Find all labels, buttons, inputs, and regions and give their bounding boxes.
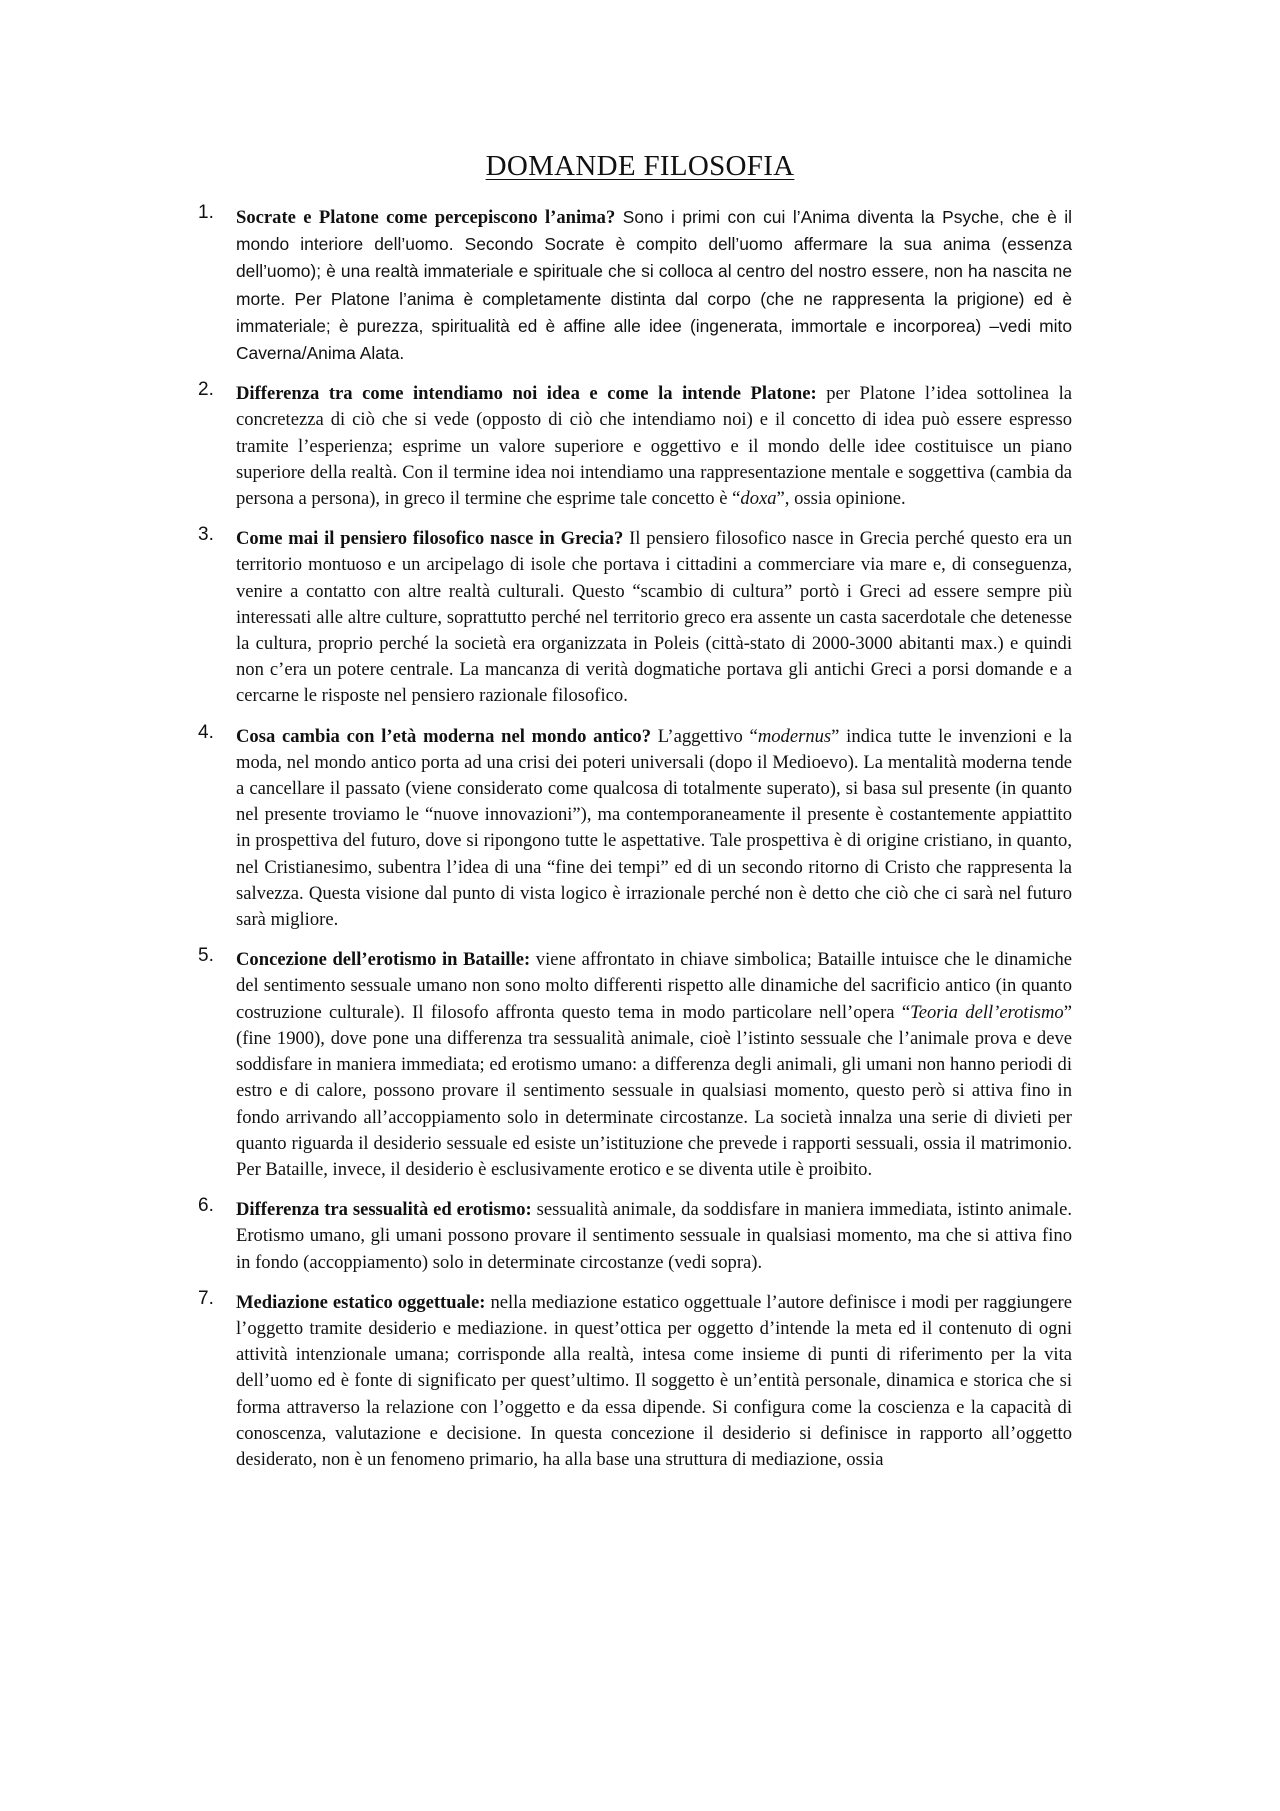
question-body-continued: ” indica tutte le invenzioni e la moda, nel mondo antico porta ad una crisi dei poteri universali (dopo il Medioevo). La mentalità moderna tende a cancellare il passato (viene considerato come qualcosa di totalmente superato), si basa sul presente (in quanto nel presente troviamo le “nuove innovazioni”), ma contemporaneamente il presente è costantemente appiattito in prospettiva del futuro, dove si ripongono tutte le aspettative. Tale prospettiva è di origine cristiano, in quanto, nel Cristianesimo, subentra l’idea di una “fine dei tempi” ed di un secondo ritorno di Cristo che rappresenta la salvezza. Questa visione dal punto di vista logico è irrazionale perché non è detto che ciò che ci sarà nel futuro sarà migliore. <box>236 725 1072 931</box>
question-item-7 <box>190 1287 1072 1473</box>
question-number: 4. <box>198 721 214 743</box>
question-heading: Mediazione estatico oggettuale: <box>236 1291 486 1313</box>
question-heading: Come mai il pensiero filosofico nasce in Grecia? <box>236 528 624 550</box>
question-heading: Differenza tra sessualità ed erotismo: <box>236 1199 532 1221</box>
question-body: nella mediazione estatico oggettuale l’autore definisce i modi per raggiungere l’oggetto tramite desiderio e mediazione. in quest’ottica per oggetto d’intende la meta ed il contenuto di ogni attività intenzionale umana; corrisponde alla realtà, intesa come insieme di punti di riferimento per la vita dell’uomo ed è fonte di significato per quest’ultimo. Il soggetto è un’entità personale, dinamica e storica che si forma attraverso la relazione con l’oggetto e da essa dipende. Si configura come la coscienza e la capacità di conoscenza, valutazione e decisione. In questa concezione il desiderio si definisce in rapporto all’oggetto desiderato, non è un fenomeno primario, ha alla base una struttura di mediazione, ossia <box>236 1291 1072 1470</box>
question-item-2 <box>190 381 1072 512</box>
question-text <box>236 381 1072 512</box>
question-text <box>236 1197 1072 1276</box>
question-heading: Socrate e Platone come percepiscono l’anima? <box>236 207 616 228</box>
question-text <box>236 1290 1072 1473</box>
question-italic-term: doxa <box>740 488 777 510</box>
document-title: DOMANDE FILOSOFIA <box>485 150 795 182</box>
question-body: Sono i primi con cui l’Anima diventa la Psyche, che è il mondo interiore dell’uomo. Secondo Socrate è compito dell’uomo affermare la sua anima (essenza dell’uomo); è una realtà immateriale e spirituale che si colloca al centro del nostro essere, non ha nascita ne morte. Per Platone l’anima è completamente distinta dal corpo (che ne rappresenta la prigione) ed è immateriale; è purezza, spiritualità ed è affine alle idee (ingenerata, immortale e incorporea) –vedi mito Caverna/Anima Alata. <box>236 207 1072 364</box>
question-body: L’aggettivo “ <box>651 725 758 747</box>
question-list <box>190 204 1072 1487</box>
question-number: 3. <box>198 524 214 546</box>
question-text <box>236 947 1072 1183</box>
question-body-continued: ” (fine 1900), dove pone una differenza tra sessualità animale, cioè l’istinto sessuale che l’animale prova e deve soddisfare in maniera immediata; ed erotismo umano: a differenza degli animali, gli umani non hanno periodi di estro e di calore, possono provare il sentimento sessuale in qualsiasi momento, questo però si attiva fino in fondo arrivando all’accoppiamento solo in determinate circostanze. La società innalza una serie di divieti per quanto riguarda il desiderio sessuale ed esiste un’istituzione che prevede i rapporti sessuali, ossia il matrimonio. Per Bataille, invece, il desiderio è esclusivamente erotico e se diventa utile è proibito. <box>236 1001 1072 1180</box>
question-heading: Differenza tra come intendiamo noi idea e come la intende Platone: <box>236 383 817 405</box>
question-body: viene affrontato in chiave simbolica; Bataille intuisce che le dinamiche del sentimento sessuale umano non sono molto differenti rispetto alle dinamiche del sacrificio antico (in quanto costruzione culturale). Il filosofo affronta questo tema in modo particolare nell’opera “ <box>236 949 1072 1023</box>
question-text <box>236 526 1072 709</box>
question-number: 1. <box>198 202 214 223</box>
question-text <box>236 724 1072 934</box>
question-heading: Concezione dell’erotismo in Bataille: <box>236 949 531 971</box>
question-body-continued: ”, ossia opinione. <box>776 488 906 510</box>
question-italic-term: modernus <box>757 725 832 747</box>
question-italic-term: Teoria dell’erotismo <box>910 1001 1064 1023</box>
question-item-6 <box>190 1197 1072 1276</box>
question-number: 7. <box>198 1287 214 1309</box>
question-item-3 <box>190 526 1072 709</box>
question-item-1 <box>190 204 1072 367</box>
question-number: 6. <box>198 1195 214 1217</box>
question-item-5 <box>190 947 1072 1183</box>
question-body: Il pensiero filosofico nasce in Grecia perché questo era un territorio montuoso e un arcipelago di isole che portava i cittadini a commerciare via mare e, di conseguenza, venire a contatto con altre realtà culturali. Questo “scambio di cultura” portò i Greci ad essere sempre più interessati alle altre culture, soprattutto perché nel territorio greco era assente un casta sacerdotale che detenesse la cultura, proprio perché la società era organizzata in Poleis (città-stato di 2000-3000 abitanti max.) e quindi non c’era un potere centrale. La mancanza di verità dogmatiche portava gli antichi Greci a porsi domande e a cercarne le risposte nel pensiero razionale filosofico. <box>236 528 1072 707</box>
question-body: per Platone l’idea sottolinea la concretezza di ciò che si vede (opposto di ciò che intendiamo noi) e il concetto di idea può essere espresso tramite l’esperienza; esprime un valore superiore e oggettivo e il mondo delle idee costituisce un piano superiore della realtà. Con il termine idea noi intendiamo una rappresentazione mentale e soggettiva (cambia da persona a persona), in greco il termine che esprime tale concetto è “ <box>236 383 1073 510</box>
question-number: 5. <box>198 945 214 967</box>
question-number: 2. <box>198 379 214 401</box>
question-text <box>236 204 1072 367</box>
question-item-4 <box>190 721 1072 934</box>
question-heading: Cosa cambia con l’età moderna nel mondo antico? <box>236 725 652 747</box>
question-body: sessualità animale, da soddisfare in maniera immediata, istinto animale. Erotismo umano, gli umani possono provare il sentimento sessuale in qualsiasi momento, ma che si attiva fino in fondo (accoppiamento) solo in determinate circostanze (vedi sopra). <box>236 1199 1072 1273</box>
